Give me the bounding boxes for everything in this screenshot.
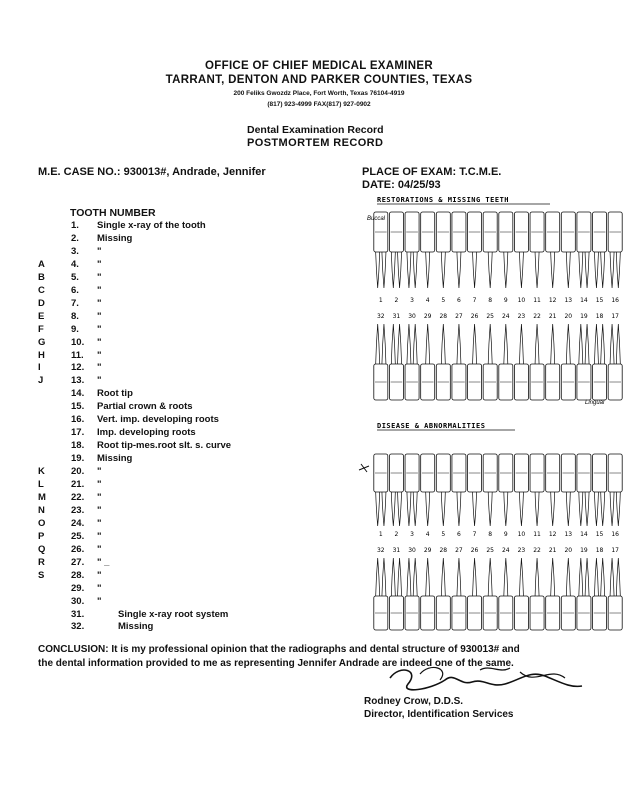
tooth-row: [0, 298, 340, 311]
tooth-diagram: [405, 558, 419, 630]
date-label: DATE:: [362, 179, 395, 191]
upper-arch: [374, 212, 622, 288]
tooth-diagram: [468, 212, 482, 288]
tooth-diagram: [561, 558, 575, 630]
tooth-description: ": [97, 530, 102, 542]
tooth-number-label: 9: [503, 297, 508, 304]
tooth-diagram: [593, 558, 607, 630]
tooth-diagram: [514, 558, 528, 630]
tooth-letter: N: [38, 504, 45, 516]
tooth-diagram: [530, 212, 544, 288]
tooth-number: 18.: [71, 440, 85, 452]
tooth-row: [0, 272, 340, 285]
tooth-description: ": [97, 297, 102, 309]
tooth-diagram: [468, 454, 482, 526]
lower-tooth-numbers: [377, 313, 619, 320]
tooth-diagram: [577, 324, 591, 400]
tooth-diagram: [374, 324, 388, 400]
record-subtitle: POSTMORTEM RECORD: [247, 137, 384, 149]
tooth-diagram: [546, 454, 560, 526]
tooth-diagram: [405, 212, 419, 288]
tooth-number-label: 1: [378, 297, 383, 304]
tooth-number-label: 20: [564, 547, 573, 554]
tooth-diagram: [421, 558, 435, 630]
tooth-letter: F: [38, 323, 44, 335]
tooth-number: 25.: [71, 530, 85, 542]
tooth-diagram: [608, 558, 622, 630]
case-number: [38, 166, 266, 178]
tooth-number: 24.: [71, 517, 85, 529]
place-of-exam: [362, 166, 501, 178]
tooth-row: [0, 518, 340, 531]
tooth-number: 27.: [71, 556, 85, 568]
tooth-letter: H: [38, 349, 45, 361]
lingual-note: Lingual: [585, 400, 605, 406]
tooth-number-label: 21: [548, 313, 557, 320]
tooth-diagram: [514, 454, 528, 526]
tooth-number-label: 5: [441, 297, 446, 304]
tooth-row: [0, 440, 340, 453]
tooth-diagram: [405, 454, 419, 526]
tooth-row: [0, 583, 340, 596]
tooth-description: ": [97, 595, 102, 607]
tooth-row: [0, 427, 340, 440]
tooth-number: 8.: [71, 310, 79, 322]
tooth-number-label: 15: [595, 297, 604, 304]
tooth-description: ": [97, 323, 102, 335]
tooth-row: [0, 285, 340, 298]
counties-title: TARRANT, DENTON AND PARKER COUNTIES, TEXAS: [165, 74, 473, 86]
date-value: 04/25/93: [397, 179, 441, 191]
tooth-number-label: 30: [408, 547, 416, 554]
tooth-number-label: 28: [439, 547, 448, 554]
tooth-number-label: 13: [564, 531, 573, 538]
tooth-letter: B: [38, 271, 45, 283]
tooth-row: [0, 401, 340, 414]
tooth-letter: R: [38, 556, 45, 568]
tooth-number-label: 22: [533, 313, 541, 320]
tooth-diagram: [561, 324, 575, 400]
tooth-diagram: [436, 212, 450, 288]
tooth-letter: Q: [38, 543, 46, 555]
tooth-description: ": [97, 284, 102, 296]
tooth-row: [0, 350, 340, 363]
tooth-description: ": [97, 258, 102, 270]
tooth-description: ": [97, 245, 102, 257]
tooth-letter: S: [38, 569, 45, 581]
upper-tooth-numbers: [379, 531, 619, 538]
tooth-diagram: [374, 212, 388, 288]
tooth-number-label: 22: [533, 547, 541, 554]
tooth-number: 19.: [71, 453, 85, 465]
tooth-number: 13.: [71, 375, 85, 387]
tooth-diagram: [530, 324, 544, 400]
tooth-letter: I: [38, 362, 41, 374]
tooth-diagram: [483, 454, 497, 526]
tooth-diagram: [374, 558, 388, 630]
tooth-description: ": [97, 543, 102, 555]
tooth-number-label: 18: [595, 547, 604, 554]
tooth-description: Vert. imp. developing roots: [97, 414, 219, 426]
tooth-row: [0, 453, 340, 466]
tooth-number: 23.: [71, 504, 85, 516]
upper-arch: [374, 454, 622, 526]
tooth-row: [0, 259, 340, 272]
tooth-diagram: [374, 454, 388, 526]
tooth-description: ": [97, 582, 102, 594]
tooth-diagram: [577, 454, 591, 526]
tooth-diagram: [452, 558, 466, 630]
disease-title: DISEASE & ABNORMALITIES: [377, 422, 486, 430]
tooth-number-label: 2: [394, 297, 399, 304]
tooth-number: 5.: [71, 271, 79, 283]
signature-scribble: [360, 660, 590, 700]
tooth-diagram: [389, 454, 403, 526]
tooth-diagram: [468, 558, 482, 630]
tooth-diagram: [421, 324, 435, 400]
signer-title: Director, Identification Services: [364, 709, 514, 720]
tooth-number-label: 20: [564, 313, 573, 320]
lower-arch: [374, 324, 622, 400]
tooth-description: Missing: [97, 453, 133, 465]
tooth-number-label: 23: [517, 313, 526, 320]
tooth-letter: P: [38, 530, 45, 542]
conclusion-line-2: the dental information provided to me as representing Jennifer Andrade are indeed one of the same.: [38, 657, 514, 669]
tooth-number: 12.: [71, 362, 85, 374]
tooth-letter: J: [38, 375, 44, 387]
tooth-number-label: 3: [410, 531, 414, 538]
tooth-number-label: 3: [410, 297, 414, 304]
tooth-number-label: 16: [611, 531, 620, 538]
tooth-number: 22.: [71, 491, 85, 503]
tooth-number-label: 13: [564, 297, 573, 304]
tooth-row: [0, 570, 340, 583]
tooth-diagram: [530, 454, 544, 526]
tooth-number: 20.: [71, 466, 85, 478]
tooth-diagram: [452, 324, 466, 400]
tooth-number: 21.: [71, 479, 85, 490]
tooth-row: [0, 609, 340, 622]
tooth-number-label: 11: [533, 531, 541, 538]
lower-tooth-numbers: [377, 547, 619, 554]
tooth-diagram: [499, 324, 513, 400]
tooth-number: 16.: [71, 414, 85, 426]
tooth-number-label: 2: [394, 531, 399, 538]
tooth-description: Single x-ray of the tooth: [97, 220, 206, 231]
tooth-diagram: [608, 324, 622, 400]
tooth-row: [0, 246, 340, 259]
office-phone: (817) 923-4999 FAX(817) 927-0902: [267, 101, 371, 108]
tooth-letter: K: [38, 466, 45, 478]
tooth-diagram: [499, 558, 513, 630]
tooth-diagram: [514, 324, 528, 400]
tooth-number-label: 18: [595, 313, 604, 320]
tooth-description: ": [97, 362, 102, 374]
tooth-diagram: [389, 558, 403, 630]
tooth-number-label: 16: [611, 297, 620, 304]
tooth-number-label: 4: [425, 297, 430, 304]
tooth-number-label: 12: [548, 297, 557, 304]
tooth-description: Missing: [118, 621, 154, 633]
tooth-description: ": [97, 375, 102, 387]
tooth-number-label: 9: [503, 531, 508, 538]
tooth-number-label: 24: [501, 313, 510, 320]
tooth-number-label: 26: [470, 313, 479, 320]
tooth-number-label: 6: [457, 297, 461, 304]
signer-name: Rodney Crow, D.D.S.: [364, 696, 464, 707]
tooth-letter: L: [38, 479, 44, 490]
tooth-number: 14.: [71, 388, 85, 400]
tooth-diagram: [421, 454, 435, 526]
upper-tooth-numbers: [379, 297, 619, 304]
tooth-description: ": [97, 310, 102, 322]
tooth-diagram: [577, 558, 591, 630]
tooth-number: 17.: [71, 427, 85, 439]
tooth-number-label: 27: [455, 313, 463, 320]
tooth-diagram: [593, 324, 607, 400]
tooth-number-label: 8: [488, 297, 493, 304]
tooth-diagram: [546, 212, 560, 288]
conclusion-line-1: CONCLUSION: It is my professional opinion that the radiographs and dental structure of 930013# and: [38, 644, 520, 655]
place-value: T.C.M.E.: [459, 166, 502, 178]
tooth-number: 10.: [71, 336, 85, 348]
tooth-row: [0, 531, 340, 544]
tooth-diagram: [389, 212, 403, 288]
tooth-diagram: [561, 212, 575, 288]
tooth-letter: A: [38, 258, 45, 270]
tooth-number-label: 14: [580, 531, 588, 538]
tooth-letter: O: [38, 517, 46, 529]
tooth-description: ": [97, 466, 102, 478]
tooth-row: [0, 362, 340, 375]
tooth-number: 32.: [71, 621, 85, 633]
tooth-row: [0, 388, 340, 401]
tooth-number-label: 29: [423, 547, 432, 554]
tooth-row: [0, 466, 340, 479]
tooth-number-label: 14: [580, 297, 588, 304]
tooth-diagram: [468, 324, 482, 400]
tooth-diagram: [608, 212, 622, 288]
tooth-number: 31.: [71, 608, 85, 620]
tooth-diagram: [530, 558, 544, 630]
tooth-diagram: [436, 454, 450, 526]
tooth-row: [0, 324, 340, 337]
tooth-diagram: [436, 324, 450, 400]
tooth-diagram: [577, 212, 591, 288]
tooth-number-label: 8: [488, 531, 493, 538]
case-label: M.E. CASE NO.:: [38, 166, 121, 178]
tooth-number-label: 19: [580, 547, 588, 554]
tooth-row: [0, 414, 340, 427]
tooth-diagram: [546, 324, 560, 400]
tooth-description: Single x-ray root system: [118, 608, 229, 620]
tooth-description: Imp. developing roots: [97, 427, 196, 439]
buccal-note: Buccal: [367, 216, 386, 222]
tooth-row: [0, 492, 340, 505]
tooth-number-label: 32: [376, 313, 385, 320]
tooth-number-label: 10: [517, 531, 526, 538]
tooth-number-label: 5: [441, 531, 446, 538]
tooth-description: " _: [97, 556, 110, 568]
tooth-number-label: 15: [595, 531, 604, 538]
tooth-row: [0, 337, 340, 350]
tooth-number-label: 32: [376, 547, 385, 554]
tooth-diagram: [499, 454, 513, 526]
tooth-description: Root tip: [97, 388, 133, 400]
tooth-number: 11.: [71, 349, 84, 361]
tooth-row: [0, 621, 340, 634]
tooth-diagram: [593, 454, 607, 526]
tooth-number: 28.: [71, 569, 85, 581]
tooth-number-label: 23: [517, 547, 526, 554]
tooth-number-heading: TOOTH NUMBER: [70, 207, 156, 219]
case-value: 930013#, Andrade, Jennifer: [123, 166, 266, 178]
tooth-number-label: 25: [486, 547, 495, 554]
tooth-number-label: 4: [425, 531, 430, 538]
tooth-number: 26.: [71, 543, 85, 555]
tooth-row: [0, 233, 340, 246]
tooth-row: [0, 596, 340, 609]
tooth-letter: E: [38, 310, 45, 322]
tooth-row: [0, 375, 340, 388]
tooth-number-label: 7: [472, 531, 477, 538]
tooth-description: ": [97, 504, 102, 516]
tooth-letter: G: [38, 336, 46, 348]
tooth-diagram: [499, 212, 513, 288]
restorations-title: RESTORATIONS & MISSING TEETH: [377, 196, 510, 204]
tooth-number-label: 12: [548, 531, 557, 538]
tooth-diagram: [452, 454, 466, 526]
tooth-number-label: 19: [580, 313, 588, 320]
tooth-row: [0, 557, 340, 570]
tooth-number: 9.: [71, 323, 79, 335]
tooth-number-label: 26: [470, 547, 479, 554]
tooth-diagram: [593, 212, 607, 288]
tooth-number-label: 10: [517, 297, 526, 304]
tooth-diagram: [546, 558, 560, 630]
tooth-number-label: 31: [392, 547, 401, 554]
tooth-number-label: 30: [408, 313, 416, 320]
tooth-description: ": [97, 479, 102, 490]
lower-arch: [374, 558, 622, 630]
tooth-number: 30.: [71, 595, 85, 607]
tooth-description: ": [97, 271, 102, 283]
tooth-number: 15.: [71, 401, 85, 413]
tooth-letter: D: [38, 297, 45, 309]
tooth-number-label: 11: [533, 297, 541, 304]
tooth-number: 6.: [71, 284, 79, 296]
tooth-number-label: 29: [423, 313, 432, 320]
tooth-description: ": [97, 569, 102, 581]
restorations-chart: [355, 190, 635, 415]
office-address: 200 Feliks Gwozdz Place, Fort Worth, Texas 76104-4919: [233, 90, 405, 97]
tooth-number-label: 17: [611, 313, 620, 320]
tooth-number-label: 6: [457, 531, 461, 538]
tooth-diagram: [483, 324, 497, 400]
tooth-number-label: 7: [472, 297, 477, 304]
place-label: PLACE OF EXAM:: [362, 166, 457, 178]
tooth-description: ": [97, 336, 102, 348]
tooth-row: [0, 220, 340, 233]
tooth-number: 29.: [71, 582, 85, 594]
tooth-diagram: [405, 324, 419, 400]
tooth-diagram: [608, 454, 622, 526]
record-title: Dental Examination Record: [247, 124, 384, 136]
tooth-description: ": [97, 349, 102, 361]
tooth-number: 7.: [71, 297, 79, 309]
tooth-diagram: [483, 558, 497, 630]
tooth-diagram: [514, 212, 528, 288]
tooth-row: [0, 544, 340, 557]
tooth-letter: M: [38, 491, 46, 503]
tooth-letter: C: [38, 284, 45, 296]
tooth-diagram: [452, 212, 466, 288]
tooth-description: Root tip-mes.root slt. s. curve: [97, 440, 232, 452]
tooth-diagram: [436, 558, 450, 630]
tooth-number-label: 31: [392, 313, 401, 320]
tooth-description: ": [97, 517, 102, 529]
tooth-number-label: 24: [501, 547, 510, 554]
tooth-description: ": [97, 491, 102, 503]
tooth-number-label: 28: [439, 313, 448, 320]
tooth-number: 1.: [71, 220, 79, 231]
office-title: OFFICE OF CHIEF MEDICAL EXAMINER: [205, 60, 433, 72]
tooth-description: Partial crown & roots: [97, 401, 193, 413]
tooth-number: 2.: [71, 232, 79, 244]
tooth-number-label: 27: [455, 547, 463, 554]
tooth-number-label: 17: [611, 547, 620, 554]
tooth-number-label: 21: [548, 547, 557, 554]
tooth-row: [0, 505, 340, 518]
tooth-diagram: [421, 212, 435, 288]
tooth-number: 4.: [71, 258, 79, 270]
tooth-row: [0, 479, 340, 492]
tooth-diagram: [561, 454, 575, 526]
tooth-number-label: 1: [378, 531, 383, 538]
tooth-diagram: [389, 324, 403, 400]
tooth-number: 3.: [71, 245, 79, 257]
tooth-description: Missing: [97, 232, 133, 244]
tooth-diagram: [483, 212, 497, 288]
tooth-number-label: 25: [486, 313, 495, 320]
tooth-row: [0, 311, 340, 324]
disease-chart: [355, 418, 635, 633]
